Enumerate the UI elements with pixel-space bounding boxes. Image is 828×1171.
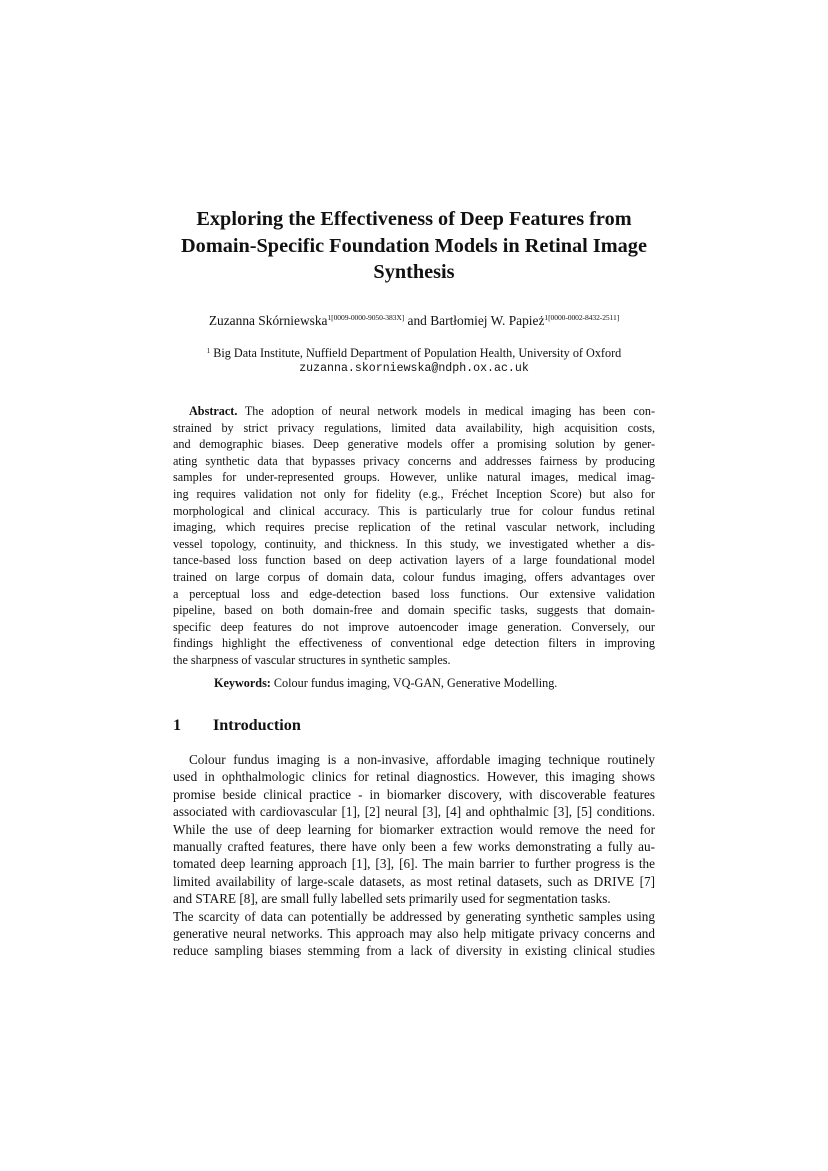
body-line: The scarcity of data can potentially be addressed by generating synthetic samples using bbox=[173, 908, 655, 924]
abstract-line: strained by strict privacy regulations, limited data availability, high acquisition costs, bbox=[173, 420, 655, 435]
author-conjunction: and bbox=[407, 313, 427, 328]
author-name: Bartłomiej W. Papież bbox=[430, 313, 545, 328]
abstract-line: tance-based loss function based on deep activation layers of a large foundational model bbox=[173, 553, 655, 568]
abstract-line: specific deep features do not improve autoencoder image generation. Conversely, our bbox=[173, 619, 655, 634]
keywords-text: Colour fundus imaging, VQ-GAN, Generative Modelling. bbox=[270, 676, 558, 690]
title-line: Domain-Specific Foundation Models in Retinal Image bbox=[181, 234, 647, 257]
section-heading bbox=[173, 716, 301, 735]
author-email: zuzanna.skorniewska@ndph.ox.ac.uk bbox=[299, 362, 529, 375]
keywords bbox=[214, 676, 557, 691]
body-line: tomated deep learning approach [1], [3], [6]. The main barrier to further progress is the bbox=[173, 856, 655, 872]
body-line: and STARE [8], are small fully labelled sets primarily used for segmentation tasks. bbox=[173, 891, 611, 907]
section-number: 1 bbox=[173, 716, 182, 734]
body-line: generative neural networks. This approach may also help mitigate privacy concerns and bbox=[173, 925, 655, 941]
author-orcid: 1[0009-0000-9050-383X] bbox=[327, 313, 405, 322]
body-line: Colour fundus imaging is a non-invasive, affordable imaging technique routinely bbox=[189, 752, 655, 767]
abstract-line: imaging, which requires precise replication of the retinal vascular network, including bbox=[173, 520, 655, 535]
body-line: limited availability of large-scale datasets, as most retinal datasets, such as DRIVE [7] bbox=[173, 873, 655, 889]
abstract-line: a perceptual loss and edge-detection based loss functions. Our extensive validation bbox=[173, 586, 655, 601]
author-list bbox=[100, 313, 728, 329]
abstract-line: pipeline, based on both domain-free and domain specific tasks, suggests that domain- bbox=[173, 603, 655, 618]
keywords-label: Keywords: bbox=[214, 676, 271, 690]
title-line: Exploring the Effectiveness of Deep Features from bbox=[196, 208, 632, 230]
body-line: manually crafted features, there have only been a few works demonstrating a fully au- bbox=[173, 838, 655, 854]
body-line: While the use of deep learning for biomarker extraction would remove the need for bbox=[173, 821, 655, 837]
author-orcid: 1[0000-0002-8432-2511] bbox=[544, 313, 620, 322]
abstract-line: the sharpness of vascular structures in synthetic samples. bbox=[173, 652, 451, 667]
author-name: Zuzanna Skórniewska bbox=[208, 313, 328, 328]
abstract-line: findings highlight the effectiveness of conventional edge detection filters in improving bbox=[173, 636, 655, 651]
abstract-line: ating synthetic data that bypasses privacy concerns and addresses fairness by producing bbox=[173, 453, 655, 468]
abstract-line: samples for under-represented groups. However, unlike natural images, medical imag- bbox=[173, 470, 655, 485]
abstract-line: ing requires validation not only for fidelity (e.g., Fréchet Inception Score) but also for bbox=[173, 486, 655, 501]
title-line: Synthesis bbox=[373, 261, 455, 283]
abstract-line: trained on large corpus of domain data, colour fundus imaging, offers advantages over bbox=[173, 569, 655, 584]
affiliation-marker: 1 bbox=[206, 347, 211, 355]
body-line: reduce sampling biases stemming from a lack of diversity in existing clinical studies bbox=[173, 943, 655, 959]
affiliation-text: Big Data Institute, Nuffield Department of Population Health, University of Oxford bbox=[213, 346, 622, 360]
abstract-line: Abstract. The adoption of neural network models in medical imaging has been con- bbox=[189, 404, 655, 418]
abstract-line: vessel topology, continuity, and thickness. In this study, we investigated whether a dis- bbox=[173, 536, 655, 551]
abstract bbox=[173, 403, 655, 669]
body-line: associated with cardiovascular [1], [2] neural [3], [4] and ophthalmic [3], [5] conditions. bbox=[173, 804, 655, 820]
body-text bbox=[173, 751, 655, 960]
body-line: promise beside clinical practice - in biomarker discovery, with discoverable features bbox=[173, 786, 655, 802]
affiliation bbox=[100, 344, 728, 376]
abstract-line: and demographic biases. Deep generative models offer a promising solution by gener- bbox=[173, 437, 655, 452]
body-line: used in ophthalmologic clinics for retinal diagnostics. However, this imaging shows bbox=[173, 769, 655, 785]
abstract-label: Abstract. bbox=[189, 404, 238, 418]
paper-title bbox=[150, 206, 678, 286]
section-title: Introduction bbox=[213, 716, 301, 734]
abstract-line: morphological and clinical accuracy. This is particularly true for colour fundus retinal bbox=[173, 503, 655, 518]
